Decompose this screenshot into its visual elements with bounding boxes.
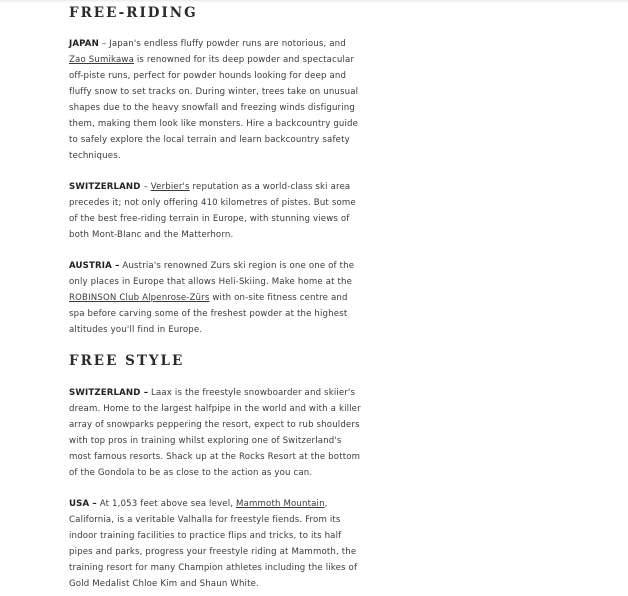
- paragraph-text: reputation as a world-class ski area precedes it; not only offering 410 kilometres of pistes. But some of the best free-riding terrain in Europe, with stunning views of both Mont-Blanc and the Matterhorn.: [69, 182, 356, 240]
- paragraph-switzerland-freestyle: [69, 385, 361, 481]
- paragraph-text: is renowned for its deep powder and spectacular off-piste runs, perfect for powder hounds looking for deep and fluffy snow to set tracks on. During winter, trees take on unusual shapes due to the heavy snowfall and freezing winds disfiguring them, making them look like monsters. Hire a backcountry guide to safely explore the local terrain and learn backcountry safety techniques.: [69, 55, 359, 161]
- zao-sumikawa-link[interactable]: Zao Sumikawa: [69, 55, 134, 65]
- paragraph-text: with on-site fitness centre and spa before carving some of the freshest powder at the highest altitudes you'll find in Europe.: [69, 293, 348, 335]
- country-label: SWITZERLAND –: [69, 388, 149, 398]
- paragraph-text: , California, is a veritable Valhalla for freestyle fiends. From its indoor training facilities to practice flips and tricks, to its half pipes and parks, progress your freestyle riding at Mammoth, the training resort for many Champion athletes including the likes of Gold Medalist Chloe Kim and Shaun White.: [69, 499, 358, 589]
- paragraph-usa: [69, 496, 361, 592]
- country-label: JAPAN: [69, 39, 99, 49]
- verbier-link[interactable]: Verbier's: [150, 182, 190, 192]
- paragraph-text: Japan's endless fluffy powder runs are notorious, and: [109, 39, 346, 49]
- country-label: USA –: [69, 499, 97, 509]
- mammoth-mountain-link[interactable]: Mammoth Mountain: [236, 499, 325, 509]
- section-heading-free-style: FREE STYLE: [69, 353, 185, 369]
- country-label: AUSTRIA –: [69, 261, 120, 271]
- robinson-club-link[interactable]: ROBINSON Club Alpenrose-Zürs: [69, 293, 210, 303]
- paragraph-austria: [69, 258, 361, 338]
- paragraph-switzerland-freeride: [69, 179, 361, 243]
- paragraph-text: At 1,053 feet above sea level,: [99, 499, 237, 509]
- country-label: SWITZERLAND: [69, 182, 141, 192]
- paragraph-japan: [69, 36, 361, 164]
- separator: –: [98, 39, 110, 49]
- section-heading-free-riding: FREE-RIDING: [69, 5, 198, 21]
- paragraph-text: Laax is the freestyle snowboarder and skiier's dream. Home to the largest halfpipe in the world and with a killer array of snowparks peppering the resort, expect to rub shoulders with top pros in training whilst exploring one of Switzerland's most famous resorts. Shack up at the Rocks Resort at the bottom of the Gondola to be as close to the action as you can.: [69, 388, 361, 478]
- paragraph-text: Austria's renowned Zurs ski region is one one of the only places in Europe that allows Heli-Skiing. Make home at the: [69, 261, 355, 287]
- separator: –: [140, 182, 151, 192]
